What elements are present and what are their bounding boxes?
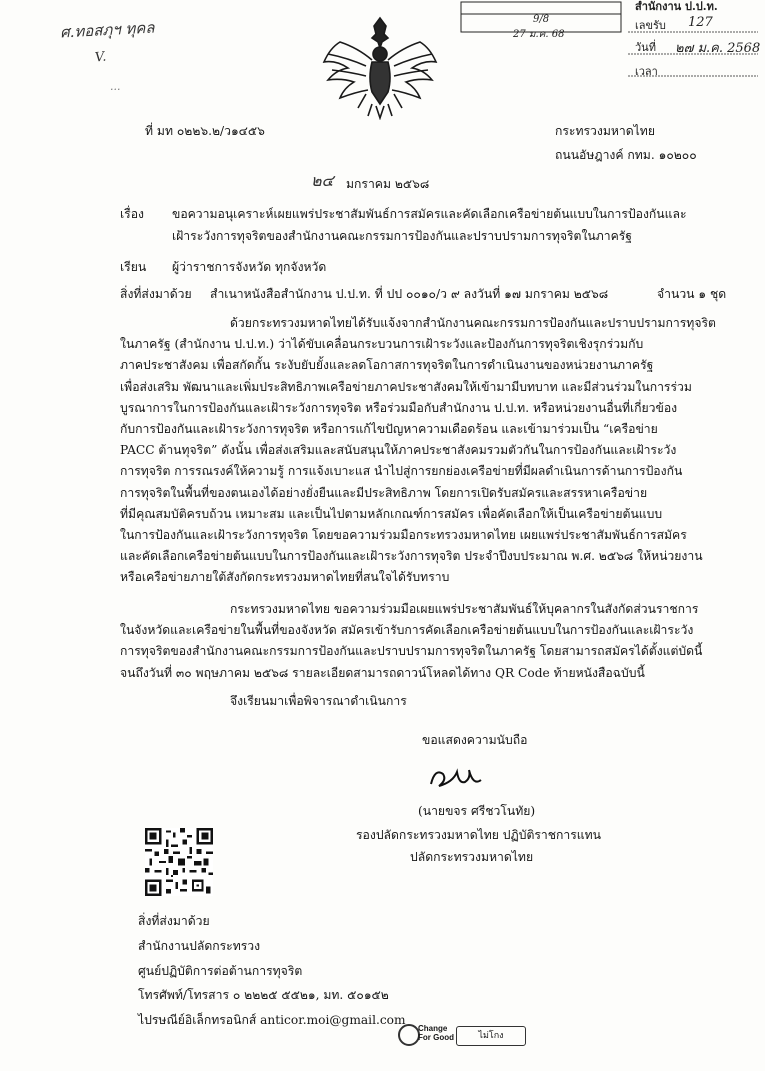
qr-code[interactable]: [145, 828, 213, 896]
date-day: ๒๔: [311, 171, 334, 190]
logo-change-for-good: Change For Good: [418, 1024, 454, 1042]
paragraph-line: ที่มีคุณสมบัติครบถ้วน เหมาะสม และเป็นไปตามหลักเกณฑ์การสมัคร เพื่อคัดเลือกให้เป็นเครือข่ายต้นแบบ: [120, 506, 663, 521]
campaign-logos: [398, 1022, 528, 1052]
receipt-stamp: [453, 0, 765, 82]
stamp-time-label: เวลา: [635, 65, 658, 78]
signer-title-1: รองปลัดกระทรวงมหาดไทย ปฏิบัติราชการแทน: [356, 828, 602, 842]
logo-no-corruption: ไม่โกง: [456, 1026, 526, 1046]
document-number: ที่ มท ๐๒๒๖.๒/ว๑๔๕๖: [145, 124, 265, 138]
handwritten-note: ศ.ทอสภุฯ ทุคล: [59, 18, 155, 42]
paragraph-line: จนถึงวันที่ ๓๐ พฤษภาคม ๒๕๖๘ รายละเอียดสามารถดาวน์โหลดได้ทาง QR Code ท้ายหนังสือฉบับนี้: [120, 665, 645, 680]
paragraph-line: การทุจริต การรณรงค์ให้ความรู้ การแจ้งเบาะแส นำไปสู่การยกย่องเครือข่ายที่มีผลดำเนินการด้านการป้องกัน: [120, 464, 683, 479]
qr-caption: สิ่งที่ส่งมาด้วย: [138, 914, 210, 928]
stamp-left-date: 27 ม.ค. 68: [513, 29, 565, 40]
stamp-left-no: 9/8: [533, 14, 550, 25]
closing: ขอแสดงความนับถือ: [422, 733, 528, 747]
footer-phone: โทรศัพท์/โทรสาร ๐ ๒๒๒๕ ๕๕๒๑, มท. ๕๐๑๕๒: [138, 988, 389, 1002]
paragraph-line: ในภาครัฐ (สำนักงาน ป.ป.ท.) ว่าได้ขับเคลื่อนกระบวนการเฝ้าระวังและป้องกันการทุจริตเชิงรุกร่วมกับ: [120, 337, 644, 352]
subject-line-1: ขอความอนุเคราะห์เผยแพร่ประชาสัมพันธ์การสมัครและคัดเลือกเครือข่ายต้นแบบในการป้องกันและ: [172, 207, 687, 221]
paragraph-line: และคัดเลือกเครือข่ายต้นแบบในการป้องกันและเฝ้าระวังการทุจริต ประจำปีงบประมาณ พ.ศ. ๒๕๖๘ ให้หน่วยงาน: [120, 549, 703, 564]
paragraph-line: เพื่อส่งเสริม พัฒนาและเพิ่มประสิทธิภาพเครือข่ายภาคประชาสังคมให้เข้ามามีบทบาท และมีส่วนร่วมในการร่วม: [120, 379, 692, 394]
paragraph-line: ในการป้องกันและเฝ้าระวังการทุจริต โดยขอความร่วมมือกระทรวงมหาดไทย เผยแพร่ประชาสัมพันธ์การสมัคร: [120, 528, 687, 543]
signature: [425, 760, 485, 800]
stamp-date-label: วันที่: [635, 41, 656, 54]
stamp-rec-label: เลขรับ: [635, 19, 666, 32]
paragraph-line: ภาคประชาสังคม เพื่อสกัดกั้น ระงับยับยั้งและลดโอกาสการทุจริตในการดำเนินงานของหน่วยงานภาครัฐ: [120, 358, 654, 373]
stamp-header: สำนักงาน ป.ป.ท.: [635, 0, 718, 13]
subject-line-2: เฝ้าระวังการทุจริตของสำนักงานคณะกรรมการป้องกันและปราบปรามการทุจริตในภาครัฐ: [172, 229, 633, 243]
paragraph-line: ในจังหวัดและเครือข่ายในพื้นที่ของจังหวัด สมัครเข้ารับการคัดเลือกเครือข่ายต้นแบบในการป้องกันและเฝ้าระวัง: [120, 623, 694, 638]
paragraph-line: บูรณาการในการป้องกันและเฝ้าระวังการทุจริต หรือร่วมมือกับสำนักงาน ป.ป.ท. หรือหน่วยงานอื่นที่เกี่ยวข้อง: [120, 400, 678, 415]
handwritten-initial: V.: [94, 49, 108, 66]
sender-address: ถนนอัษฎางค์ กทม. ๑๐๒๐๐: [555, 148, 697, 162]
signer-title-2: ปลัดกระทรวงมหาดไทย: [410, 850, 534, 864]
date-month-year: มกราคม ๒๕๖๘: [346, 177, 430, 191]
recipient-label: เรียน: [120, 260, 147, 274]
stamp-date-value: ๒๗ ม.ค. 2568: [675, 41, 761, 56]
paragraph-line: ด้วยกระทรวงมหาดไทยได้รับแจ้งจากสำนักงานคณะกรรมการป้องกันและปราบปรามการทุจริต: [230, 316, 716, 330]
paragraph-line: กระทรวงมหาดไทย ขอความร่วมมือเผยแพร่ประชาสัมพันธ์ให้บุคลากรในสังกัดส่วนราชการ: [230, 602, 699, 616]
paragraph-line: PACC ต้านทุจริต” ดังนั้น เพื่อส่งเสริมและสนับสนุนให้ภาคประชาสังคมรวมตัวกันในการป้องกันและเฝ้าระวัง: [120, 443, 677, 458]
stamp-rec-value: 127: [688, 15, 713, 30]
garuda-emblem: [318, 8, 442, 120]
recipient-value: ผู้ว่าราชการจังหวัด ทุกจังหวัด: [172, 260, 327, 274]
body-paragraph-2: [120, 599, 730, 684]
paragraph-line: หรือเครือข่ายภายใต้สังกัดกระทรวงมหาดไทยที่สนใจได้รับทราบ: [120, 570, 450, 585]
paragraph-line: การทุจริตของสำนักงานคณะกรรมการป้องกันและปราบปรามการทุจริตในภาครัฐ โดยสามารถสมัครได้ตั้งแต่บัดนี้: [120, 644, 703, 659]
enclosure-label: สิ่งที่ส่งมาด้วย: [120, 287, 192, 301]
body-paragraph-1: [120, 313, 730, 589]
footer-office: สำนักงานปลัดกระทรวง: [138, 939, 261, 953]
enclosure-value: สำเนาหนังสือสำนักงาน ป.ป.ท. ที่ ปป ๐๐๑๐/ว ๙ ลงวันที่ ๑๗ มกราคม ๒๕๖๘: [210, 287, 609, 301]
body-paragraph-3: จึงเรียนมาเพื่อพิจารณาดำเนินการ: [230, 694, 407, 708]
enclosure-count: จำนวน ๑ ชุด: [657, 287, 727, 301]
signer-name: (นายขจร ศรีชวโนทัย): [418, 804, 536, 818]
footer-center: ศูนย์ปฏิบัติการต่อต้านการทุจริต: [138, 964, 303, 978]
footer-email[interactable]: ไปรษณีย์อิเล็กทรอนิกส์ anticor.moi@gmail.com: [138, 1013, 406, 1027]
paragraph-line: การทุจริตในพื้นที่ของตนเองได้อย่างยั่งยืนและมีประสิทธิภาพ โดยการเปิดรับสมัครและสรรหาเครือข่าย: [120, 485, 648, 500]
change-logo-icon: [398, 1024, 420, 1046]
sender-organization: กระทรวงมหาดไทย: [555, 124, 655, 138]
subject-label: เรื่อง: [120, 207, 144, 221]
handwritten-date: ...: [110, 80, 121, 93]
paragraph-line: กับการป้องกันและเฝ้าระวังการทุจริต หรือการแก้ไขปัญหาความเดือดร้อน และเข้ามาร่วมเป็น “เครือข่าย: [120, 422, 658, 437]
